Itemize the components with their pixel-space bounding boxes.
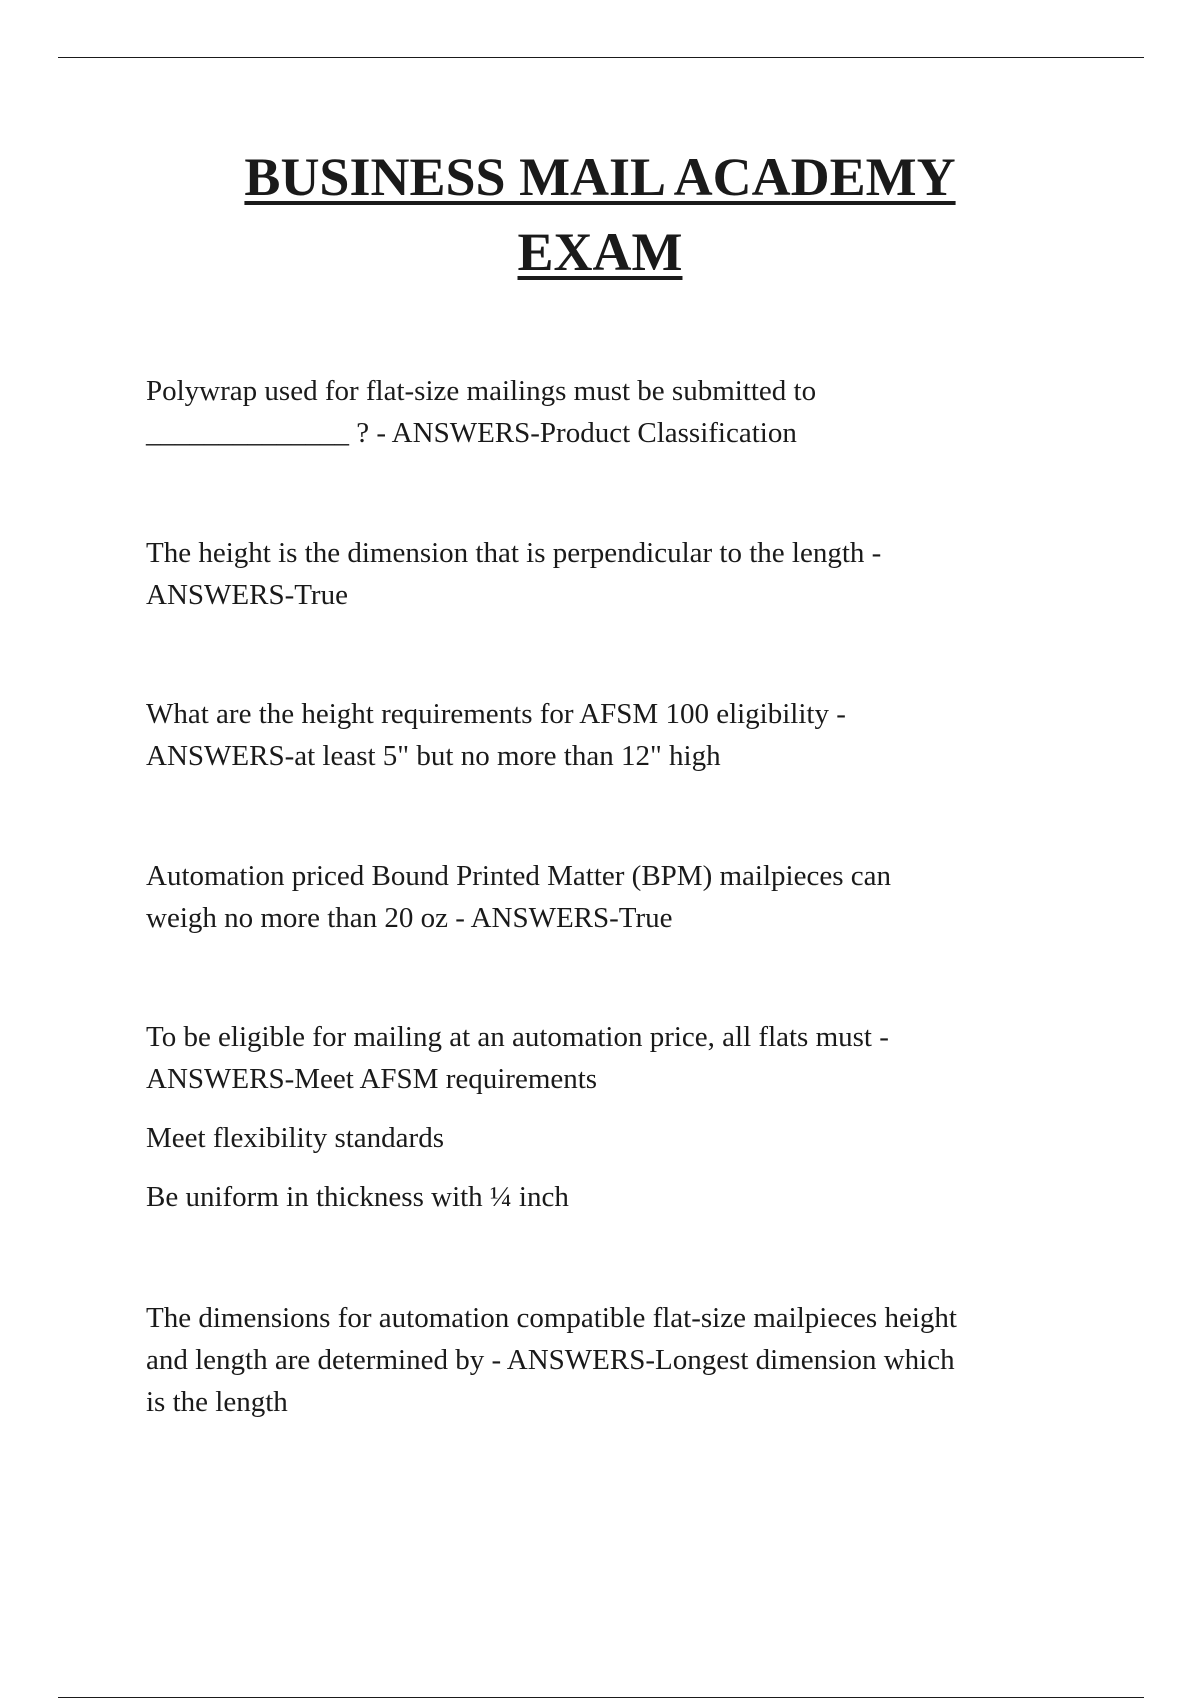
qa-line: What are the height requirements for AFSM 100 eligibility - [146,698,846,730]
title-line-1: BUSINESS MAIL ACADEMY [244,147,956,207]
qa-extra-line: Be uniform in thickness with ¼ inch [146,1181,569,1213]
qa-line: ANSWERS-at least 5" but no more than 12" high [146,740,721,772]
qa-line: To be eligible for mailing at an automation price, all flats must - [146,1021,889,1053]
qa-item-5 [146,1016,1086,1218]
bottom-rule [58,1697,1144,1698]
title-line-2: EXAM [517,222,683,282]
qa-item-4 [146,855,1086,939]
page-title [0,140,1200,290]
qa-line: The height is the dimension that is perpendicular to the length - [146,537,882,569]
qa-item-3 [146,693,1086,777]
qa-extra-line: Meet flexibility standards [146,1122,444,1154]
qa-line: is the length [146,1386,288,1418]
top-rule [58,57,1144,58]
qa-line: ANSWERS-Meet AFSM requirements [146,1063,598,1095]
qa-item-1 [146,370,1086,454]
qa-item-6 [146,1297,1086,1423]
qa-line: ANSWERS-True [146,579,348,611]
qa-line: and length are determined by - ANSWERS-Longest dimension which [146,1344,955,1376]
qa-line: Polywrap used for flat-size mailings must be submitted to [146,375,817,407]
qa-line: weigh no more than 20 oz - ANSWERS-True [146,902,673,934]
qa-line: ______________ ? - ANSWERS-Product Classification [146,417,797,449]
qa-item-2 [146,532,1086,616]
qa-line: Automation priced Bound Printed Matter (BPM) mailpieces can [146,860,891,892]
qa-line: The dimensions for automation compatible flat-size mailpieces height [146,1302,957,1334]
